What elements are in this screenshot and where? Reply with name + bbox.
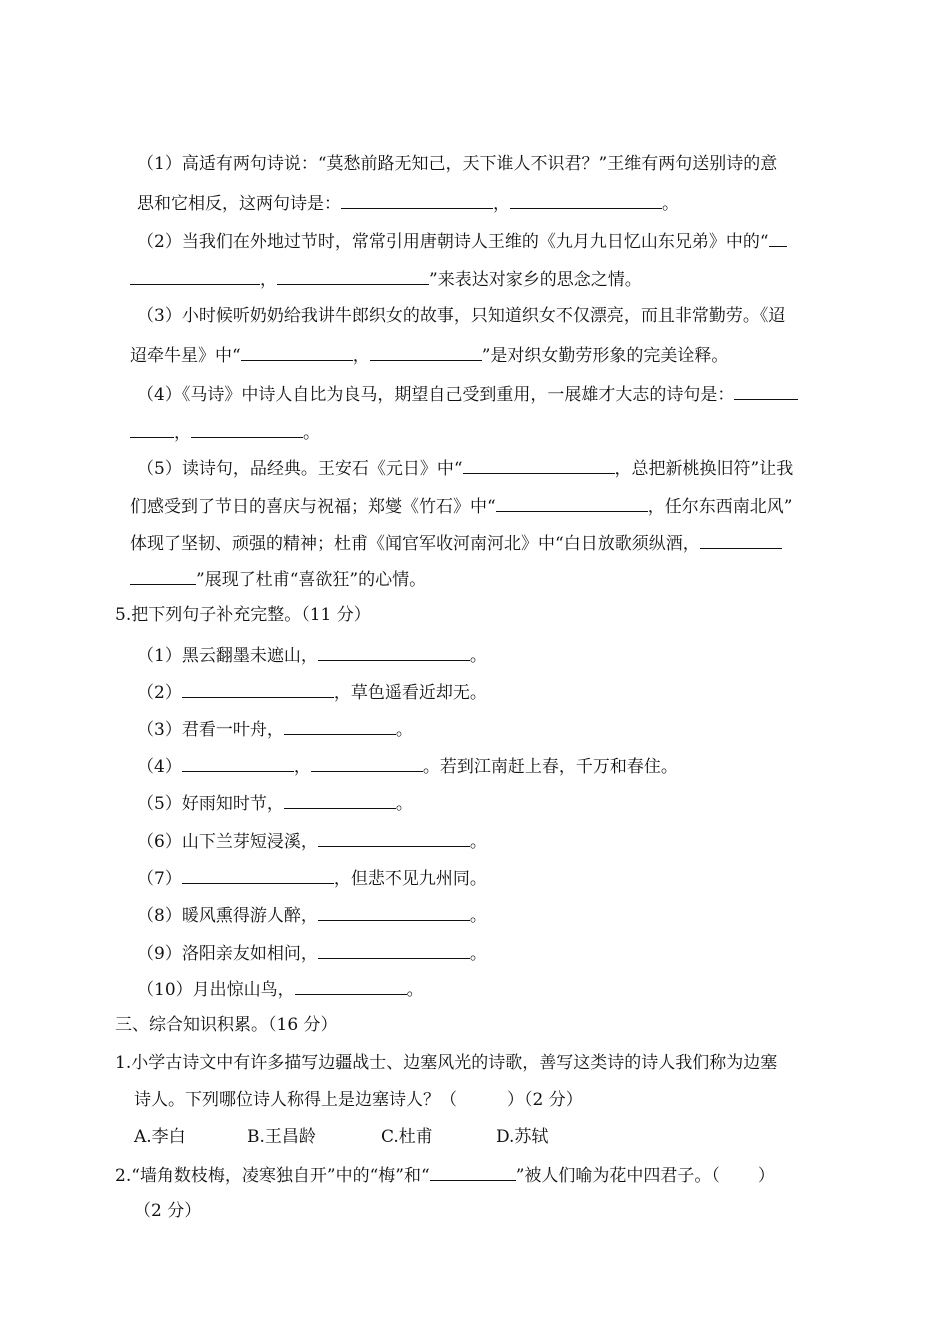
answer-blank[interactable] xyxy=(463,455,615,474)
answer-blank[interactable] xyxy=(241,342,353,361)
question-text: 2.“墙角数枝梅，凌寒独自开”中的“梅”和“ xyxy=(115,1166,430,1186)
answer-blank[interactable] xyxy=(182,679,334,698)
comma: ， xyxy=(174,423,191,443)
question-text: 1.小学古诗文中有许多描写边疆战士、边塞风光的诗歌，善写这类诗的诗人我们称为边塞 xyxy=(115,1053,778,1073)
q3-text-3: ”是对织女勤劳形象的完美诠释。 xyxy=(481,346,729,366)
sentence-text: （9）洛阳亲友如相问， xyxy=(137,944,318,964)
period: 。 xyxy=(469,646,487,666)
s3-q1-line1 xyxy=(115,1051,777,1075)
period: 。 xyxy=(303,423,320,443)
q5-line1 xyxy=(137,455,793,481)
q1-line2 xyxy=(137,190,679,216)
q2-text-2: ”来表达对家乡的思念之情。 xyxy=(429,270,642,290)
answer-blank[interactable] xyxy=(191,419,303,438)
sentence-8 xyxy=(137,902,487,928)
sentence-4 xyxy=(137,753,678,779)
sentence-1 xyxy=(137,642,487,668)
answer-blank[interactable] xyxy=(130,266,260,285)
section-heading: 三、综合知识积累。（16 分） xyxy=(115,1015,338,1035)
q4-line1 xyxy=(137,381,798,407)
sentence-text: （1）黑云翻墨未遮山， xyxy=(137,646,318,666)
q5-text-2b: ，任尔东西南北风” xyxy=(647,497,793,517)
answer-blank[interactable] xyxy=(370,342,482,361)
q5-text-4: ”展现了杜甫“喜欲狂”的心情。 xyxy=(196,570,427,590)
answer-blank[interactable] xyxy=(130,419,174,438)
q5-text-3: 体现了坚韧、顽强的精神；杜甫《闻官军收河南河北》中“白日放歌须纵酒， xyxy=(130,534,700,554)
q5-text-b: ，总把新桃换旧符”让我 xyxy=(614,459,794,479)
option-b[interactable]: B.王昌龄 xyxy=(247,1127,316,1147)
comma: ， xyxy=(260,270,277,290)
question-score: ）（2 分） xyxy=(507,1090,583,1110)
option-c[interactable]: C.杜甫 xyxy=(381,1127,433,1147)
answer-blank[interactable] xyxy=(318,902,470,921)
q2-line2 xyxy=(130,266,642,292)
question-text-2: 诗人。下列哪位诗人称得上是边塞诗人？（ xyxy=(134,1090,457,1110)
sentence-number: （4） xyxy=(137,757,182,777)
sentence-text: （6）山下兰芽短浸溪， xyxy=(137,832,318,852)
answer-blank[interactable] xyxy=(734,381,798,400)
answer-blank[interactable] xyxy=(311,753,423,772)
period: 。 xyxy=(662,194,679,214)
answer-blank[interactable] xyxy=(182,753,294,772)
answer-blank[interactable] xyxy=(295,976,407,995)
sentence-number: （2） xyxy=(137,683,182,703)
answer-blank[interactable] xyxy=(769,228,787,247)
sentence-9 xyxy=(137,940,487,966)
option-d[interactable]: D.苏轼 xyxy=(496,1127,549,1147)
sentence-text: （10）月出惊山鸟， xyxy=(137,980,295,1000)
sentence-2 xyxy=(137,679,487,705)
period: 。 xyxy=(395,794,413,814)
q1-text-2: 思和它相反，这两句诗是： xyxy=(137,194,341,214)
period: 。 xyxy=(469,832,487,852)
sentence-text: （8）暖风熏得游人醉， xyxy=(137,906,318,926)
option-a[interactable]: A.李白 xyxy=(134,1127,186,1147)
answer-blank[interactable] xyxy=(277,266,429,285)
section3-heading xyxy=(115,1013,338,1037)
answer-blank[interactable] xyxy=(510,190,662,209)
q1-text: （1）高适有两句诗说：“莫愁前路无知己，天下谁人不识君？”王维有两句送别诗的意 xyxy=(137,154,778,174)
q2-text: （2）当我们在外地过节时，常常引用唐朝诗人王维的《九月九日忆山东兄弟》中的“ xyxy=(137,232,769,252)
s3-q2-line2 xyxy=(134,1199,201,1223)
comma: ， xyxy=(352,346,370,366)
paren-close: ） xyxy=(757,1166,775,1186)
q3-line1 xyxy=(137,304,785,328)
sentence-text: ，但悲不见九州同。 xyxy=(333,869,487,889)
q3-text: （3）小时候听奶奶给我讲牛郎织女的故事，只知道织女不仅漂亮，而且非常勤劳。《迢 xyxy=(137,306,786,326)
q5-line3 xyxy=(130,530,782,556)
answer-blank[interactable] xyxy=(284,790,396,809)
q4-text: （4）《马诗》中诗人自比为良马，期望自己受到重用，一展雄才大志的诗句是： xyxy=(137,385,735,405)
q5-line4 xyxy=(130,566,426,592)
q5-heading xyxy=(115,603,371,627)
answer-blank[interactable] xyxy=(496,493,648,512)
answer-blank[interactable] xyxy=(318,940,470,959)
sentence-text: ，草色遥看近却无。 xyxy=(333,683,487,703)
sentence-10 xyxy=(137,976,424,1002)
sentence-number: （7） xyxy=(137,869,182,889)
q5-text-2: 们感受到了节日的喜庆与祝福；郑燮《竹石》中“ xyxy=(130,497,496,517)
period: 。 xyxy=(469,944,487,964)
answer-blank[interactable] xyxy=(700,530,782,549)
answer-blank[interactable] xyxy=(130,566,196,585)
sentence-6 xyxy=(137,828,487,854)
q3-text-2: 迢牵牛星》中“ xyxy=(130,346,241,366)
q1-line1 xyxy=(137,152,777,176)
sentence-text: （3）君看一叶舟， xyxy=(137,720,284,740)
sentence-text: 。若到江南赶上春，千万和春住。 xyxy=(422,757,678,777)
q4-line2 xyxy=(130,419,320,445)
sentence-3 xyxy=(137,716,413,742)
period: 。 xyxy=(395,720,413,740)
question-score: （2 分） xyxy=(134,1201,202,1221)
q2-line1 xyxy=(137,228,787,254)
s3-q1-line2 xyxy=(134,1088,583,1112)
s3-q2-line1 xyxy=(115,1162,775,1188)
answer-blank[interactable] xyxy=(430,1162,516,1181)
answer-blank[interactable] xyxy=(341,190,493,209)
sentence-5 xyxy=(137,790,413,816)
answer-blank[interactable] xyxy=(318,642,470,661)
comma: ， xyxy=(293,757,311,777)
q5-text: （5）读诗句，品经典。王安石《元日》中“ xyxy=(137,459,463,479)
sentence-7 xyxy=(137,865,487,891)
comma: ， xyxy=(493,194,510,214)
period: 。 xyxy=(469,906,487,926)
q5-line2 xyxy=(130,493,792,519)
sentence-text: （5）好雨知时节， xyxy=(137,794,284,814)
answer-blank[interactable] xyxy=(182,865,334,884)
s3-q1-options xyxy=(134,1125,548,1149)
section-heading: 5.把下列句子补充完整。（11 分） xyxy=(115,605,371,625)
answer-blank[interactable] xyxy=(284,716,396,735)
period: 。 xyxy=(406,980,424,1000)
answer-blank[interactable] xyxy=(318,828,470,847)
question-text-b: ”被人们喻为花中四君子。（ xyxy=(515,1166,720,1186)
q3-line2 xyxy=(130,342,728,368)
